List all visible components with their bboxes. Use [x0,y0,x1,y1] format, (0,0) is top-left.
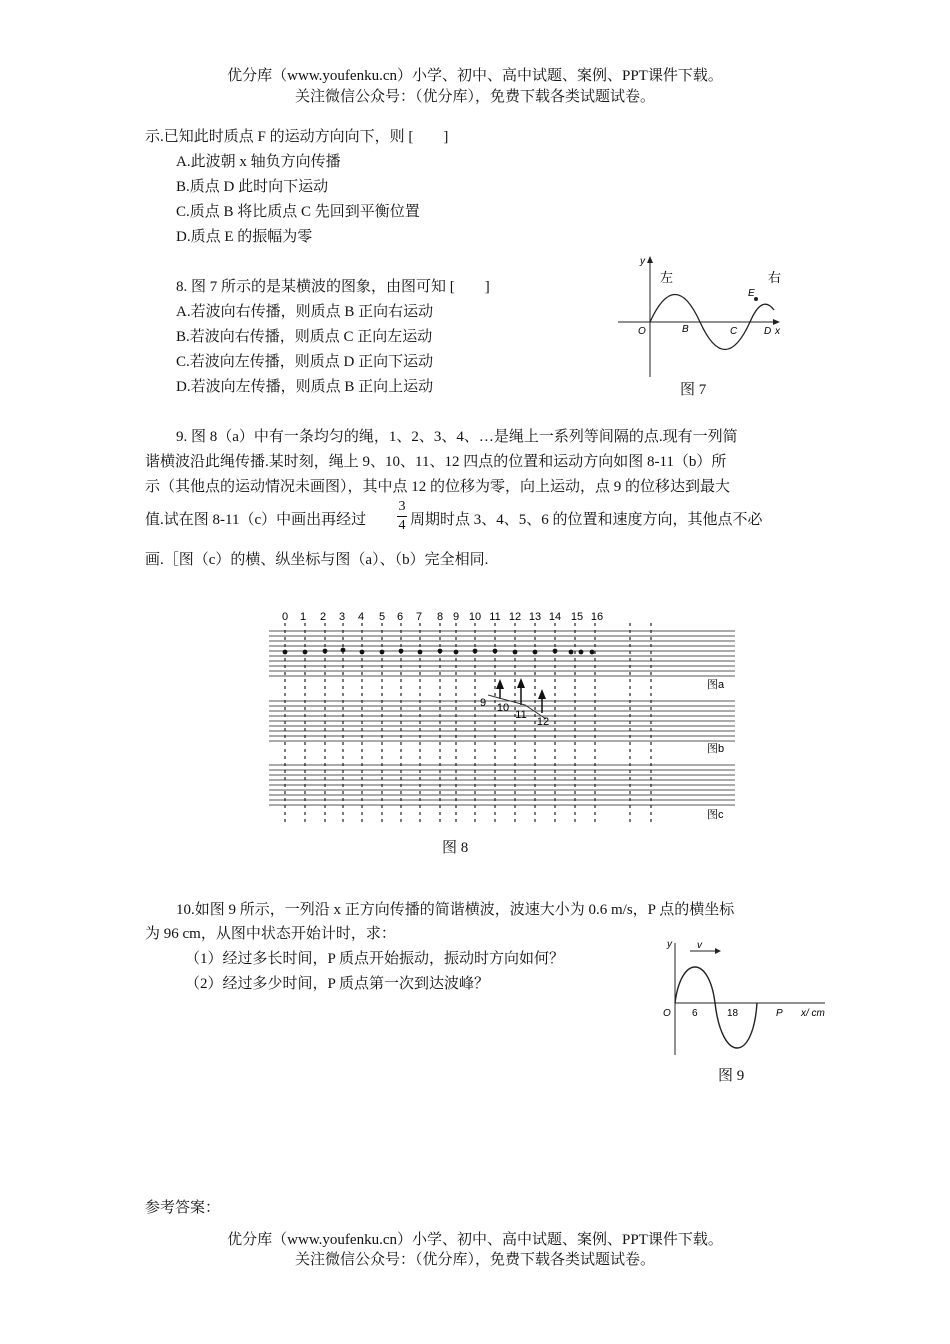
q9-line-5: 画.［图（c）的横、纵坐标与图（a）、（b）完全相同. [145,552,489,568]
figure-9 [655,935,835,1060]
fig9-origin-label: O [663,1008,671,1019]
q10-sub-1: （1）经过多长时间，P 质点开始振动，振动时方向如何？ [185,951,565,967]
fig8-num-6: 6 [396,611,404,623]
q10-line-2: 为 96 cm，从图中状态开始计时，求： [145,926,396,942]
fig7-y-arrow [647,256,653,263]
fig9-y-label: y [667,939,672,950]
q10-line-1: 10.如图 9 所示，一列沿 x 正方向传播的简谐横波，波速大小为 0.6 m/s，P 点的横坐标 [176,902,735,918]
q9-line-2: 谐横波沿此绳传播.某时刻，绳上 9、10、11、12 四点的位置和运动方向如图 8-11（b）所 [145,454,727,470]
fig8-num-12: 12 [508,611,522,623]
fig8-num-7: 7 [415,611,423,623]
fig8-b-label-9: 9 [479,697,487,709]
fig7-label-e: E [748,288,755,299]
q9-fraction-bar [397,516,407,517]
q9-line-4a: 值.试在图 8-11（c）中画出再经过 [145,512,367,528]
q9-fraction-denominator: 4 [398,518,406,533]
q8-option-d: D.若波向左传播，则质点 B 正向上运动 [176,379,434,395]
fig8-num-10: 10 [468,611,482,623]
fig8-num-11: 11 [489,611,501,623]
fig7-label-c: C [730,326,738,337]
fig7-caption: 图 7 [680,382,707,398]
fig9-tick-6: 6 [692,1008,698,1019]
fig8-num-9: 9 [452,611,460,623]
fig8-lines-a [269,631,735,676]
fig9-x-label: x/ cm [801,1008,825,1019]
fig9-caption: 图 9 [718,1068,745,1084]
fig8-num-0: 0 [281,611,289,623]
fig8-label-a: 图a [707,679,725,691]
q10-sub-2: （2）经过多少时间，P 质点第一次到达波峰？ [185,976,490,992]
fig7-label-b: B [682,324,689,335]
q9-line-1: 9. 图 8（a）中有一条均匀的绳，1、2、3、4、…是绳上一系列等间隔的点.现有一列简 [176,429,738,445]
fig9-v-label: v [697,940,702,951]
fig8-lines-c [269,765,735,805]
footer-line-2: 关注微信公众号：（优分库），免费下载各类试题试卷。 [294,1252,655,1268]
fig8-num-14: 14 [548,611,562,623]
fig8-b-label-10: 10 [496,702,510,714]
q9-line-3: 示（其他点的运动情况未画图），其中点 12 的位移为零，向上运动，点 9 的位移达到最大 [145,479,731,495]
header-line-2: 关注微信公众号：（优分库），免费下载各类试题试卷。 [294,89,655,105]
fig8-num-4: 4 [357,611,365,623]
fig8-num-8: 8 [436,611,444,623]
q9-line-4b: 周期时点 3、4、5、6 的位置和速度方向，其他点不必 [410,512,763,528]
q8-stem: 8. 图 7 所示的是某横波的图象，由图可知 [ ] [176,279,490,295]
answers-title: 参考答案： [145,1200,221,1216]
q8-option-a: A.若波向右传播，则质点 B 正向右运动 [176,304,434,320]
fig8-num-3: 3 [338,611,346,623]
fig8-num-2: 2 [319,611,327,623]
footer-line-1: 优分库（www.youfenku.cn）小学、初中、高中试题、案例、PPT课件下载。 [227,1232,723,1248]
fig8-num-5: 5 [378,611,386,623]
fig8-caption: 图 8 [442,840,469,856]
q7-option-a: A.此波朝 x 轴负方向传播 [176,154,341,170]
q7-option-c: C.质点 B 将比质点 C 先回到平衡位置 [176,204,420,220]
figure-8 [265,605,745,830]
fig9-p-label: P [776,1008,783,1019]
header-line-1: 优分库（www.youfenku.cn）小学、初中、高中试题、案例、PPT课件下载。 [227,68,723,84]
fig8-label-b: 图b [707,743,725,755]
q9-fraction-numerator: 3 [398,499,406,514]
fig9-tick-18: 18 [727,1008,739,1019]
fig7-y-label: y [640,256,645,267]
fig7-right-label: 右 [768,270,782,285]
fig8-b-label-12: 12 [536,716,550,728]
fig8-b-label-11: 11 [515,709,527,721]
fig7-left-label: 左 [660,270,674,285]
fig7-origin-label: O [638,326,646,337]
fig8-label-c: 图c [707,809,724,821]
fig7-label-d: D [764,326,772,337]
q7-stem: 示.已知此时质点 F 的运动方向向下，则 [ ] [145,129,449,145]
fig8-num-15: 15 [570,611,584,623]
fig8-num-16: 16 [590,611,604,623]
fig7-x-label: x [775,326,780,337]
q8-option-c: C.若波向左传播，则质点 D 正向下运动 [176,354,434,370]
q7-option-d: D.质点 E 的振幅为零 [176,229,313,245]
fig8-num-1: 1 [299,611,307,623]
figure-7 [610,252,790,382]
fig8-num-13: 13 [528,611,542,623]
q8-option-b: B.若波向右传播，则质点 C 正向左运动 [176,329,433,345]
q9-fraction [397,499,407,534]
q7-option-b: B.质点 D 此时向下运动 [176,179,329,195]
fig8-number-row [282,611,603,623]
fig7-x-arrow [773,319,780,325]
fig9-wave-curve [675,967,757,1048]
